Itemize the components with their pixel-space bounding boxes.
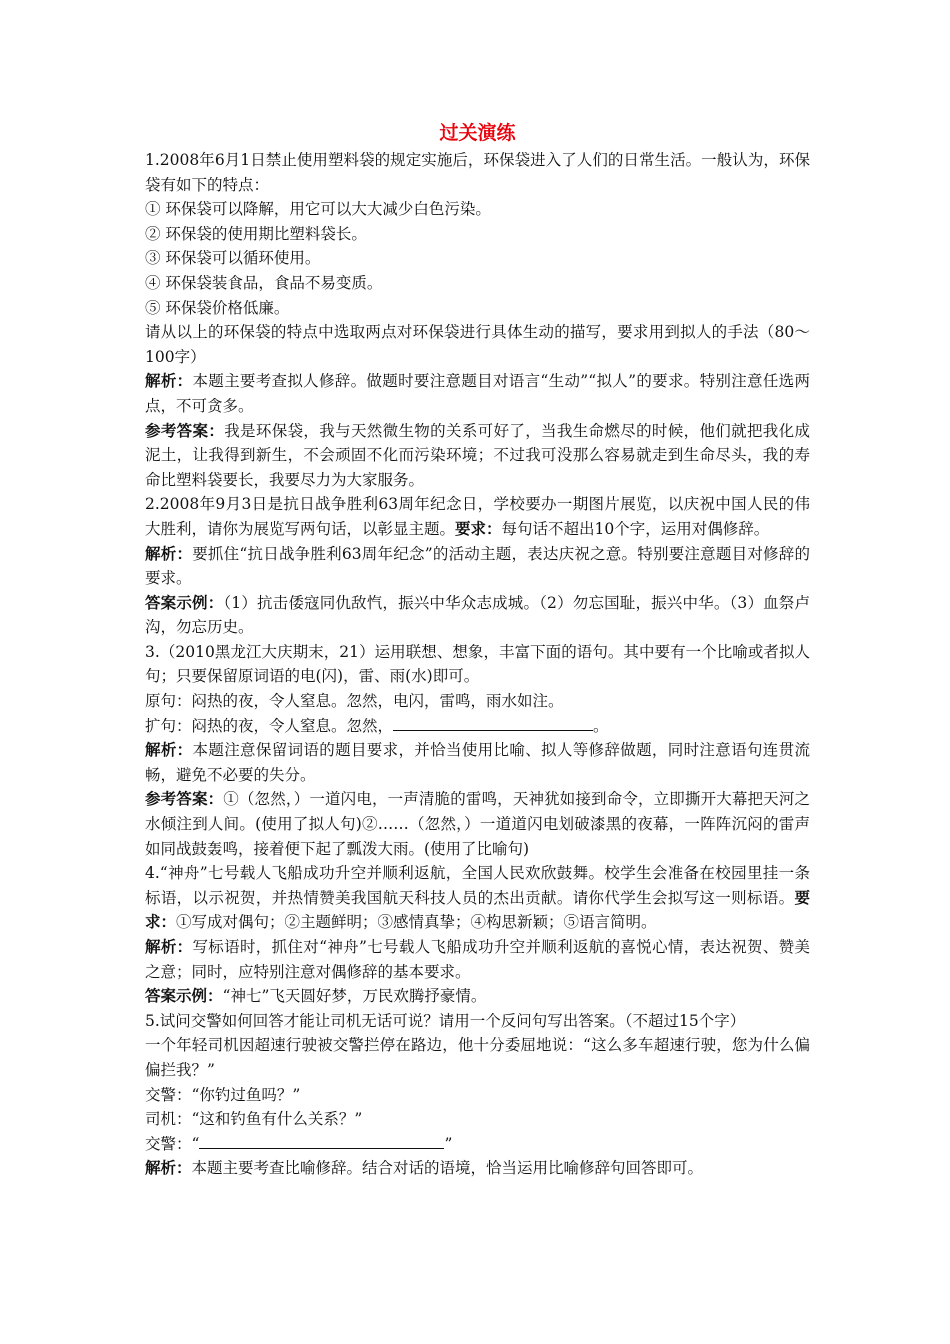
q3-original: 原句：闷热的夜，令人窒息。忽然，电闪，雷鸣，雨水如注。 xyxy=(145,692,564,711)
q1-item: ⑤ 环保袋价格低廉。 xyxy=(145,298,290,317)
question-text: 4.“神舟”七号载人飞船成功升空并顺利返航，全国人民欢欣鼓舞。校学生会准备在校园里挂一条标语，以示祝贺，并热情赞美我国航天科技人员的杰出贡献。请你代学生会拟写这一则标语。 xyxy=(145,864,810,907)
answer-label: 参考答案： xyxy=(145,420,225,440)
dialog-start: 交警：“ xyxy=(145,1134,200,1153)
requirement-label: 要求： xyxy=(145,887,810,932)
answer-label: 参考答案： xyxy=(145,789,224,809)
question-text: 2.2008年9月3日是抗日战争胜利63周年纪念日，学校要办一期图片展览，以庆祝中国人民的伟大胜利，请你为展览写两句话，以彰显主题。 xyxy=(145,495,810,538)
q5-dialog-line xyxy=(145,1132,810,1157)
analysis-text: 写标语时，抓住对“神舟”七号载人飞船成功升空并顺利返航的喜悦心情，表达祝贺、赞美之意；同时，应特别注意对偶修辞的基本要求。 xyxy=(145,938,810,981)
analysis-label: 解析： xyxy=(145,371,193,391)
q2-stem xyxy=(145,492,810,541)
q5-story: 一个年轻司机因超速行驶被交警拦停在路边，他十分委屈地说：“这么多车超速行驶，您为什么偏偏拦我？” xyxy=(145,1036,810,1079)
expand-text: 扩句：闷热的夜，令人窒息。忽然， xyxy=(145,716,394,735)
expand-end: 。 xyxy=(593,716,609,735)
q3-answer xyxy=(145,787,810,861)
answer-blank[interactable] xyxy=(199,1132,444,1149)
q3-stem: 3.（2010黑龙江大庆期末，21）运用联想、想象，丰富下面的语句。其中要有一个比喻或者拟人句；只要保留原词语的电(闪)，雷、雨(水)即可。 xyxy=(145,642,810,686)
answer-text: （1）抗击倭寇同仇敌忾，振兴中华众志成城。（2）勿忘国耻，振兴中华。（3）血祭卢沟，勿忘历史。 xyxy=(145,593,810,637)
analysis-label: 解析： xyxy=(145,543,193,563)
q2-answer xyxy=(145,591,810,640)
q2-analysis xyxy=(145,542,810,591)
analysis-text: 本题注意保留词语的题目要求，并恰当使用比喻、拟人等修辞做题，同时注意语句连贯流畅，避免不必要的失分。 xyxy=(145,741,810,784)
q1-item: ③ 环保袋可以循环使用。 xyxy=(145,249,321,268)
q1-ask: 请从以上的环保袋的特点中选取两点对环保袋进行具体生动的描写，要求用到拟人的手法（80～100字） xyxy=(145,323,810,366)
q1-stem: 1.2008年6月1日禁止使用塑料袋的规定实施后，环保袋进入了人们的日常生活。一般认为，环保袋有如下的特点： xyxy=(145,151,810,194)
requirement-text: 每句话不超出10个字，运用对偶修辞。 xyxy=(501,519,770,538)
q1-item: ① 环保袋可以降解，用它可以大大减少白色污染。 xyxy=(145,200,491,219)
q5-dialog-line: 交警：“你钓过鱼吗？” xyxy=(145,1085,301,1104)
analysis-text: 本题主要考查比喻修辞。结合对话的语境，恰当运用比喻修辞句回答即可。 xyxy=(191,1159,704,1178)
document-page xyxy=(145,120,810,1181)
q4-answer xyxy=(145,984,810,1009)
answer-blank[interactable] xyxy=(393,714,593,731)
analysis-label: 解析： xyxy=(145,937,193,956)
q3-expand xyxy=(145,714,810,739)
page-title: 过关演练 xyxy=(439,122,516,144)
analysis-label: 解析： xyxy=(145,1158,192,1178)
q5-analysis xyxy=(145,1156,810,1181)
q4-stem xyxy=(145,861,810,935)
answer-text: ①（忽然，）一道闪电，一声清脆的雷鸣，天神犹如接到命令，立即撕开大幕把天河之水倾注到人间。(使用了拟人句)②……（忽然，）一道道闪电划破漆黑的夜幕，一阵阵沉闷的雷声如同战鼓轰鸣，接着便下起了瓢泼大雨。(使用了比喻句) xyxy=(145,790,810,858)
answer-label: 答案示例： xyxy=(145,592,224,612)
requirement-label: 要求： xyxy=(455,518,502,538)
q1-item: ④ 环保袋装食品，食品不易变质。 xyxy=(145,273,383,292)
q5-dialog-line: 司机：“这和钓鱼有什么关系？” xyxy=(145,1110,363,1129)
answer-text: “神七”飞天圆好梦，万民欢腾抒豪情。 xyxy=(222,987,487,1006)
q5-stem: 5.试问交警如何回答才能让司机无话可说？请用一个反问句写出答案。（不超过15个字） xyxy=(145,1011,746,1030)
q1-answer xyxy=(145,419,810,493)
requirement-text: ①写成对偶句；②主题鲜明；③感情真挚；④构思新颖；⑤语言简明。 xyxy=(176,913,657,932)
analysis-text: 本题主要考查拟人修辞。做题时要注意题目对语言“生动”“拟人”的要求。特别注意任选两点，不可贪多。 xyxy=(145,372,810,415)
answer-label: 答案示例： xyxy=(145,986,223,1006)
analysis-text: 要抓住“抗日战争胜利63周年纪念”的活动主题，表达庆祝之意。特别要注意题目对修辞的要求。 xyxy=(145,544,810,588)
answer-text: 我是环保袋，我与天然微生物的关系可好了，当我生命燃尽的时候，他们就把我化成泥土，让我得到新生，不会顽固不化而污染环境；不过我可没那么容易就走到生命尽头，我的寿命比塑料袋要长，我要尽力为大家服务。 xyxy=(145,421,810,489)
q4-analysis xyxy=(145,935,810,984)
dialog-end: ” xyxy=(444,1134,453,1153)
analysis-label: 解析： xyxy=(145,740,193,760)
q1-analysis xyxy=(145,369,810,418)
q3-analysis xyxy=(145,738,810,787)
q1-item: ② 环保袋的使用期比塑料袋长。 xyxy=(145,224,367,243)
